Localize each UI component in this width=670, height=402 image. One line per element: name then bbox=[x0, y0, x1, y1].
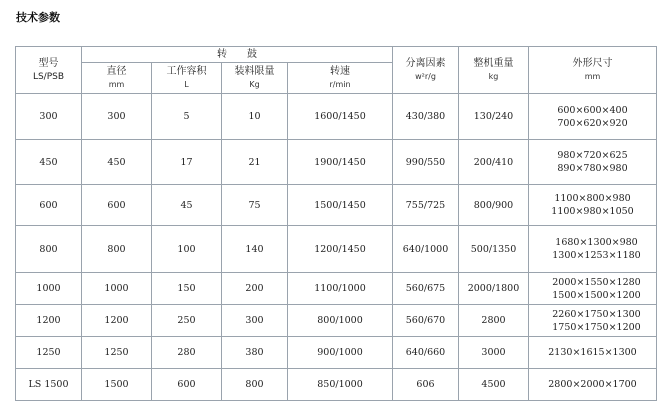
header-diameter bbox=[82, 63, 152, 94]
cell-model: 300 bbox=[16, 94, 82, 140]
cell-diameter: 1250 bbox=[82, 337, 152, 369]
cell-separation: 560/670 bbox=[393, 305, 459, 337]
header-model bbox=[16, 47, 82, 94]
cell-volume: 150 bbox=[152, 273, 222, 305]
cell-load: 140 bbox=[222, 226, 288, 273]
cell-diameter: 300 bbox=[82, 94, 152, 140]
header-separation-unit: w²r/g bbox=[415, 72, 436, 81]
cell-speed: 1200/1450 bbox=[288, 226, 393, 273]
cell-volume: 100 bbox=[152, 226, 222, 273]
cell-dimensions bbox=[529, 369, 657, 401]
cell-load: 10 bbox=[222, 94, 288, 140]
header-diameter-label: 直径 bbox=[106, 66, 127, 77]
cell-dimensions bbox=[529, 94, 657, 140]
cell-load: 300 bbox=[222, 305, 288, 337]
header-dimensions-label: 外形尺寸 bbox=[572, 58, 613, 69]
dimension-line-1: 2130×1615×1300 bbox=[548, 347, 637, 358]
cell-separation: 755/725 bbox=[393, 185, 459, 226]
cell-weight: 500/1350 bbox=[459, 226, 529, 273]
cell-diameter: 600 bbox=[82, 185, 152, 226]
dimension-line-1: 600×600×400 bbox=[557, 104, 628, 116]
header-weight-unit: kg bbox=[488, 72, 499, 81]
header-volume bbox=[152, 63, 222, 94]
header-weight bbox=[459, 47, 529, 94]
header-drum: 转 鼓 bbox=[82, 47, 393, 63]
dimension-line-2: 1500×1500×1200 bbox=[552, 289, 641, 301]
cell-separation: 606 bbox=[393, 369, 459, 401]
cell-dimensions bbox=[529, 185, 657, 226]
table-row bbox=[16, 140, 657, 185]
header-load bbox=[222, 63, 288, 94]
dimension-line-1: 2000×1550×1280 bbox=[552, 276, 641, 288]
cell-model: LS 1500 bbox=[16, 369, 82, 401]
header-load-unit: Kg bbox=[249, 80, 260, 89]
cell-diameter: 1000 bbox=[82, 273, 152, 305]
cell-diameter: 1500 bbox=[82, 369, 152, 401]
cell-volume: 280 bbox=[152, 337, 222, 369]
cell-speed: 1100/1000 bbox=[288, 273, 393, 305]
dimension-line-2: 1750×1750×1200 bbox=[552, 321, 641, 333]
cell-volume: 250 bbox=[152, 305, 222, 337]
header-model-label: 型号 bbox=[38, 57, 59, 69]
cell-weight: 2000/1800 bbox=[459, 273, 529, 305]
header-separation-label: 分离因素 bbox=[405, 58, 446, 69]
header-volume-label: 工作容积 bbox=[166, 66, 207, 77]
cell-diameter: 1200 bbox=[82, 305, 152, 337]
cell-load: 21 bbox=[222, 140, 288, 185]
dimension-line-2: 1100×980×1050 bbox=[551, 206, 634, 217]
cell-model: 800 bbox=[16, 226, 82, 273]
cell-dimensions bbox=[529, 140, 657, 185]
cell-speed: 1500/1450 bbox=[288, 185, 393, 226]
table-row bbox=[16, 369, 657, 401]
cell-weight: 2800 bbox=[459, 305, 529, 337]
cell-speed: 1600/1450 bbox=[288, 94, 393, 140]
table-row bbox=[16, 273, 657, 305]
cell-volume: 5 bbox=[152, 94, 222, 140]
header-load-label: 装料限量 bbox=[234, 66, 275, 77]
spec-table bbox=[15, 46, 657, 401]
dimension-line-2: 890×780×980 bbox=[557, 163, 628, 174]
cell-load: 380 bbox=[222, 337, 288, 369]
cell-weight: 4500 bbox=[459, 369, 529, 401]
cell-dimensions bbox=[529, 337, 657, 369]
cell-speed: 800/1000 bbox=[288, 305, 393, 337]
cell-weight: 130/240 bbox=[459, 94, 529, 140]
dimension-line-1: 1680×1300×980 bbox=[555, 237, 638, 248]
table-row bbox=[16, 337, 657, 369]
dimension-line-1: 980×720×625 bbox=[557, 150, 628, 161]
cell-volume: 17 bbox=[152, 140, 222, 185]
cell-weight: 200/410 bbox=[459, 140, 529, 185]
cell-dimensions bbox=[529, 273, 657, 305]
cell-load: 800 bbox=[222, 369, 288, 401]
table-row bbox=[16, 185, 657, 226]
cell-model: 1000 bbox=[16, 273, 82, 305]
cell-speed: 900/1000 bbox=[288, 337, 393, 369]
header-speed-label: 转速 bbox=[330, 66, 350, 77]
cell-speed: 1900/1450 bbox=[288, 140, 393, 185]
cell-separation: 560/675 bbox=[393, 273, 459, 305]
dimension-line-2: 700×620×920 bbox=[557, 117, 628, 129]
header-weight-label: 整机重量 bbox=[473, 58, 514, 69]
cell-weight: 800/900 bbox=[459, 185, 529, 226]
cell-model: 450 bbox=[16, 140, 82, 185]
cell-volume: 600 bbox=[152, 369, 222, 401]
table-row bbox=[16, 94, 657, 140]
header-row-1 bbox=[16, 47, 657, 63]
cell-dimensions bbox=[529, 305, 657, 337]
header-volume-unit: L bbox=[184, 80, 189, 89]
cell-model: 600 bbox=[16, 185, 82, 226]
cell-load: 200 bbox=[222, 273, 288, 305]
dimension-line-1: 2800×2000×1700 bbox=[548, 379, 637, 390]
cell-separation: 430/380 bbox=[393, 94, 459, 140]
dimension-line-1: 2260×1750×1300 bbox=[552, 308, 641, 320]
header-diameter-unit: mm bbox=[108, 80, 125, 89]
cell-dimensions bbox=[529, 226, 657, 273]
dimension-line-2: 1300×1253×1180 bbox=[552, 250, 641, 261]
cell-diameter: 800 bbox=[82, 226, 152, 273]
header-model-sub: LS/PSB bbox=[32, 71, 65, 82]
cell-separation: 640/660 bbox=[393, 337, 459, 369]
table-row bbox=[16, 226, 657, 273]
cell-separation: 990/550 bbox=[393, 140, 459, 185]
header-speed bbox=[288, 63, 393, 94]
cell-volume: 45 bbox=[152, 185, 222, 226]
table-row bbox=[16, 305, 657, 337]
header-dimensions-unit: mm bbox=[584, 72, 601, 81]
cell-load: 75 bbox=[222, 185, 288, 226]
cell-weight: 3000 bbox=[459, 337, 529, 369]
header-separation bbox=[393, 47, 459, 94]
header-speed-unit: r/min bbox=[329, 80, 351, 89]
header-dimensions bbox=[529, 47, 657, 94]
dimension-line-1: 1100×800×980 bbox=[554, 193, 631, 204]
cell-separation: 640/1000 bbox=[393, 226, 459, 273]
section-title: 技术参数 bbox=[16, 11, 60, 24]
cell-model: 1250 bbox=[16, 337, 82, 369]
cell-model: 1200 bbox=[16, 305, 82, 337]
cell-speed: 850/1000 bbox=[288, 369, 393, 401]
cell-diameter: 450 bbox=[82, 140, 152, 185]
